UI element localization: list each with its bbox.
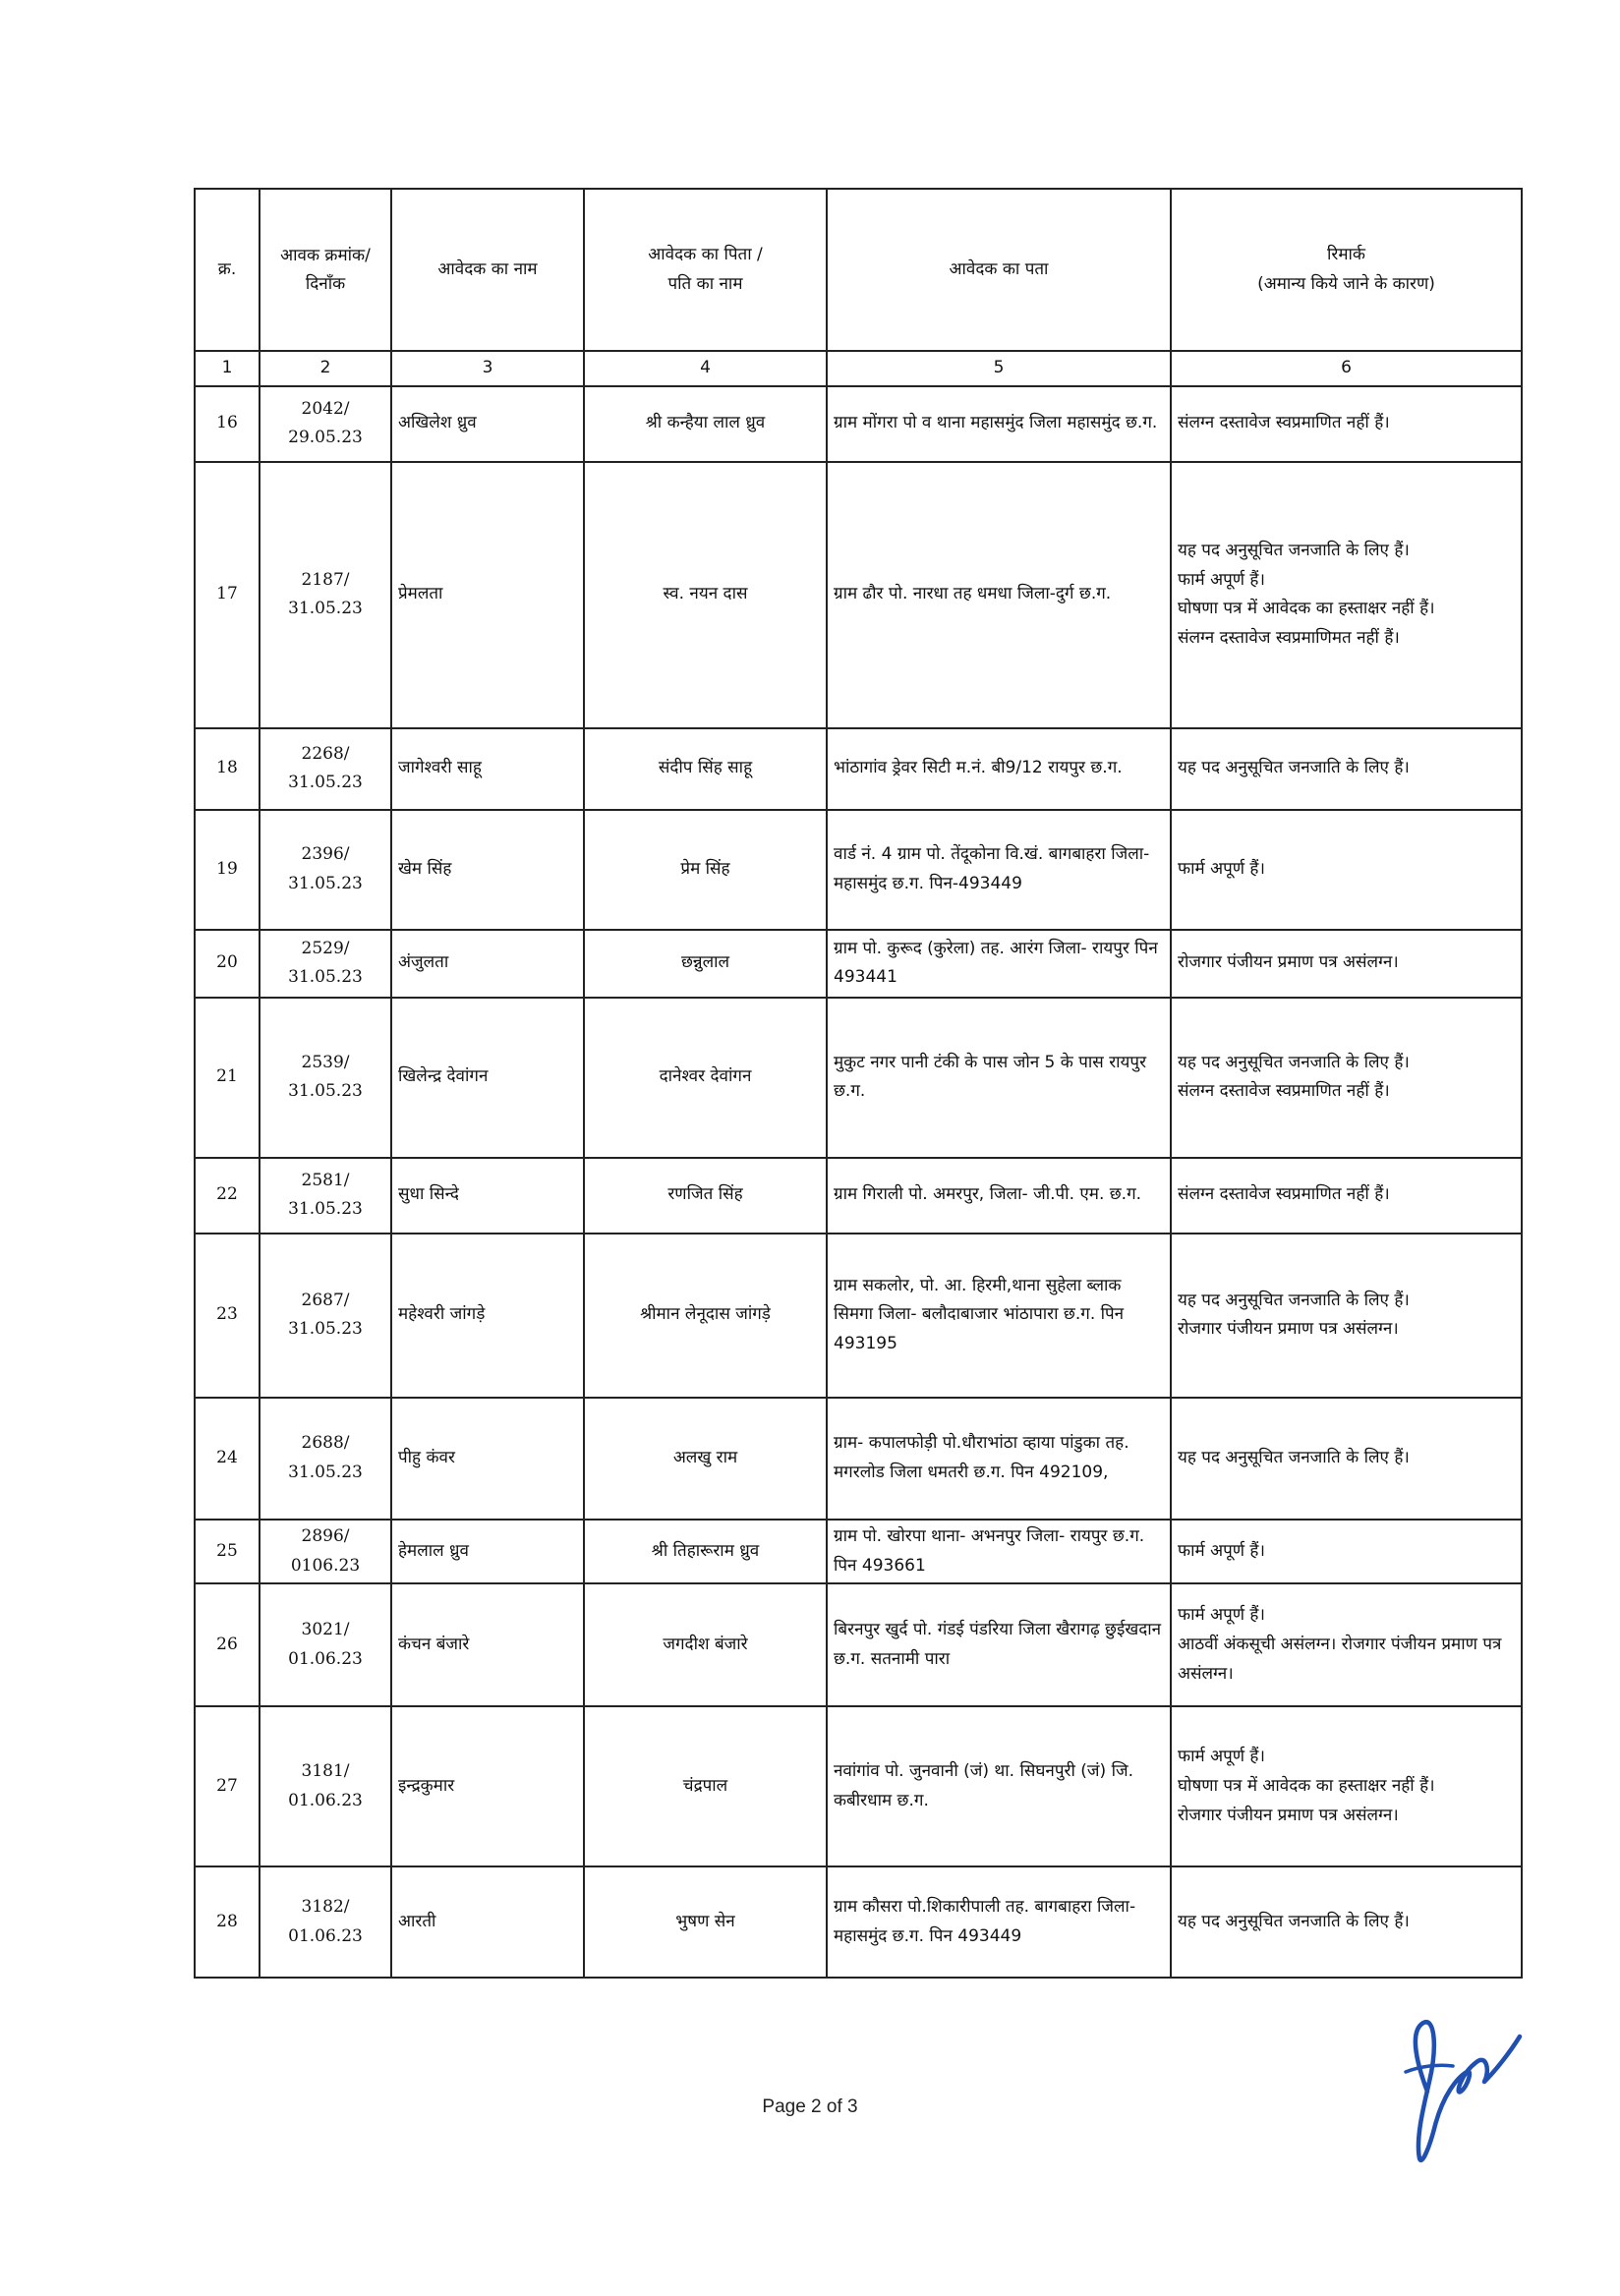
applicant-address: ग्राम पो. कुरूद (कुरेला) तह. आरंग जिला- रायपुर पिन 493441 [834,938,1158,988]
serial-cell [195,1583,260,1706]
header-inward [260,189,391,351]
applicant-name-cell [391,1866,584,1978]
column-number: 4 [584,351,827,386]
table-row [195,998,1522,1158]
table-row [195,386,1522,462]
applicant-name: पीहु कंवर [398,1447,455,1467]
signature-icon [1366,2001,1533,2168]
remarks-cell [1171,930,1522,998]
table-row [195,1866,1522,1978]
serial-number: 24 [216,1447,238,1467]
serial-number: 22 [216,1184,238,1205]
serial-number: 28 [216,1911,238,1931]
inward-number: 2268/ [301,743,350,764]
serial-number: 18 [216,758,238,778]
inward-date: 31.05.23 [288,773,363,793]
header-remark [1171,189,1522,351]
applicant-name: आरती [398,1911,436,1931]
applicant-name: अखिलेश ध्रुव [398,413,477,433]
remarks-cell [1171,386,1522,462]
father-name: रणजित सिंह [667,1184,743,1205]
header-name: आवेदक का नाम [391,189,584,351]
inward-cell [260,1520,391,1584]
father-name-cell [584,998,827,1158]
inward-cell [260,1234,391,1398]
remarks-cell [1171,462,1522,728]
applicant-address: ग्राम कौसरा पो.शिकारीपाली तह. बागबाहरा जिला- महासमुंद छ.ग. पिन 493449 [834,1897,1136,1946]
inward-date: 0106.23 [290,1555,361,1576]
remark-line: संलग्न दस्तावेज स्वप्रमाणित नहीं हैं। [1178,413,1390,433]
inward-date: 31.05.23 [288,967,363,988]
serial-number: 21 [216,1066,238,1087]
serial-number: 17 [216,584,238,604]
remark-line: रोजगार पंजीयन प्रमाण पत्र असंलग्न। [1178,952,1399,973]
remarks-cell [1171,1583,1522,1706]
applicant-name-cell [391,1520,584,1584]
inward-cell [260,1398,391,1520]
table-row [195,1706,1522,1866]
table-row [195,1520,1522,1584]
address-cell [827,998,1171,1158]
father-name: चंद्रपाल [682,1775,728,1796]
remark-line: यह पद अनुसूचित जनजाति के लिए हैं। [1178,1447,1410,1467]
inward-number: 2042/ [301,398,350,419]
address-cell [827,1158,1171,1234]
serial-cell [195,1158,260,1234]
inward-number: 2396/ [301,844,350,864]
serial-cell [195,728,260,810]
inward-number: 3182/ [301,1897,350,1917]
column-number: 3 [391,351,584,386]
remarks-cell [1171,1234,1522,1398]
applicant-name-cell [391,1398,584,1520]
column-number: 2 [260,351,391,386]
remark-line: फार्म अपूर्ण हैं। [1178,569,1265,590]
serial-cell [195,462,260,728]
applicant-name-cell [391,728,584,810]
inward-cell [260,1866,391,1978]
remark-line: फार्म अपूर्ण हैं। [1178,1540,1265,1561]
address-cell [827,728,1171,810]
remarks-cell [1171,810,1522,930]
address-cell [827,1398,1171,1520]
remark-line: यह पद अनुसूचित जनजाति के लिए हैं। [1178,758,1410,778]
inward-number: 2688/ [301,1433,350,1453]
father-name-cell [584,1706,827,1866]
serial-cell [195,1234,260,1398]
father-name-cell [584,930,827,998]
header-inward-line1: आवक क्रमांक/ [280,245,371,265]
inward-date: 01.06.23 [288,1790,363,1810]
header-father-line2: पति का नाम [667,273,743,294]
address-cell [827,1234,1171,1398]
father-name-cell [584,462,827,728]
inward-date: 31.05.23 [288,1199,363,1220]
serial-cell [195,1866,260,1978]
table-row [195,462,1522,728]
serial-cell [195,386,260,462]
applicant-address: भांठागांव ड्रेवर सिटी म.नं. बी9/12 रायपुर छ.ग. [834,758,1123,778]
column-number: 5 [827,351,1171,386]
applicant-name: अंजुलता [398,952,449,973]
serial-cell [195,930,260,998]
header-row [195,189,1522,351]
remarks-cell [1171,1520,1522,1584]
father-name-cell [584,386,827,462]
remarks-cell [1171,1398,1522,1520]
header-address: आवेदक का पता [827,189,1171,351]
remark-line: रोजगार पंजीयन प्रमाण पत्र असंलग्न। [1178,1319,1399,1340]
column-number: 6 [1171,351,1522,386]
applicant-name-cell [391,1583,584,1706]
applicant-address: ग्राम ढौर पो. नारधा तह धमधा जिला-दुर्ग छ.ग. [834,584,1112,604]
father-name: श्रीमान लेनूदास जांगड़े [640,1304,771,1325]
table-row [195,930,1522,998]
inward-number: 2187/ [301,569,350,590]
address-cell [827,1520,1171,1584]
father-name: दानेश्वर देवांगन [659,1066,752,1087]
father-name: जगदीश बंजारे [663,1634,748,1654]
applicant-name-cell [391,462,584,728]
remark-line: यह पद अनुसूचित जनजाति के लिए हैं। [1178,1290,1410,1310]
father-name-cell [584,1583,827,1706]
inward-cell [260,810,391,930]
remark-line: संलग्न दस्तावेज स्वप्रमाणित नहीं हैं। [1178,1184,1390,1205]
remark-line: रोजगार पंजीयन प्रमाण पत्र असंलग्न। [1178,1805,1399,1825]
father-name: श्री तिहारूराम ध्रुव [651,1540,760,1561]
father-name: अलखु राम [672,1447,738,1467]
father-name: छन्नुलाल [680,952,730,973]
father-name-cell [584,1234,827,1398]
applicant-name-cell [391,386,584,462]
inward-date: 31.05.23 [288,1462,363,1482]
inward-cell [260,930,391,998]
applicant-address: नवांगांव पो. जुनवानी (जं) था. सिघनपुरी (जं) जि. कबीरधाम छ.ग. [834,1761,1133,1810]
header-remark-line2: (अमान्य किये जाने के कारण) [1257,273,1435,294]
father-name-cell [584,728,827,810]
remark-line: यह पद अनुसूचित जनजाति के लिए हैं। [1178,1911,1410,1931]
remark-line: संलग्न दस्तावेज स्वप्रमाणित नहीं हैं। [1178,1081,1390,1102]
address-cell [827,810,1171,930]
header-serial: क्र. [195,189,260,351]
remark-line: संलग्न दस्तावेज स्वप्रमाणिमत नहीं हैं। [1178,628,1400,648]
table-row [195,728,1522,810]
remark-line: फार्म अपूर्ण हैं। [1178,1605,1265,1626]
table-row [195,1234,1522,1398]
inward-cell [260,1583,391,1706]
inward-date: 31.05.23 [288,1319,363,1340]
serial-cell [195,1706,260,1866]
address-cell [827,1866,1171,1978]
applicant-address: ग्राम पो. खोरपा थाना- अभनपुर जिला- रायपुर छ.ग. पिन 493661 [834,1525,1145,1576]
table-row [195,1398,1522,1520]
serial-number: 27 [216,1775,238,1796]
applicant-address: ग्राम मोंगरा पो व थाना महासमुंद जिला महासमुंद छ.ग. [834,413,1158,433]
serial-number: 25 [216,1540,238,1561]
inward-cell [260,998,391,1158]
applicant-name: कंचन बंजारे [398,1634,470,1654]
father-name-cell [584,1398,827,1520]
inward-number: 2529/ [301,938,350,958]
column-number-row [195,351,1522,386]
applicant-address: ग्राम गिराली पो. अमरपुर, जिला- जी.पी. एम. छ.ग. [834,1184,1142,1205]
applicant-name-cell [391,1158,584,1234]
header-remark-line1: रिमार्क [1327,244,1365,264]
table-row [195,1158,1522,1234]
inward-number: 3021/ [301,1620,350,1639]
applicant-address: बिरनपुर खुर्द पो. गंडई पंडरिया जिला खैरागढ़ छुईखदान छ.ग. सतनामी पारा [834,1620,1162,1669]
applicant-name: प्रेमलता [398,584,443,604]
remarks-cell [1171,1158,1522,1234]
applicant-address: वार्ड नं. 4 ग्राम पो. तेंदूकोना वि.खं. बागबाहरा जिला-महासमुंद छ.ग. पिन-493449 [834,844,1150,893]
remark-line: घोषणा पत्र में आवेदक का हस्ताक्षर नहीं हैं। [1178,599,1435,619]
header-father [584,189,827,351]
inward-cell [260,462,391,728]
father-name-cell [584,1158,827,1234]
father-name-cell [584,1520,827,1584]
header-father-line1: आवेदक का पिता / [648,244,763,264]
serial-cell [195,810,260,930]
applicant-name-cell [391,930,584,998]
address-cell [827,386,1171,462]
remark-line: यह पद अनुसूचित जनजाति के लिए हैं। [1178,1052,1410,1072]
father-name: भुषण सेन [675,1911,735,1931]
serial-cell [195,998,260,1158]
serial-number: 16 [216,413,238,433]
father-name: श्री कन्हैया लाल ध्रुव [645,413,766,433]
inward-date: 31.05.23 [288,873,363,893]
header-inward-line2: दिनाँक [305,273,346,294]
inward-date: 01.06.23 [288,1648,363,1669]
applicant-name: महेश्वरी जांगड़े [398,1304,486,1325]
serial-number: 23 [216,1304,238,1325]
applicant-table [194,188,1523,1979]
inward-date: 31.05.23 [288,599,363,619]
applicant-name: हेमलाल ध्रुव [398,1540,469,1561]
applicant-name-cell [391,810,584,930]
remarks-cell [1171,1706,1522,1866]
applicant-name: जागेश्वरी साहू [398,758,482,778]
inward-cell [260,1158,391,1234]
remark-line: फार्म अपूर्ण हैं। [1178,1747,1265,1767]
father-name: स्व. नयन दास [663,584,748,604]
applicant-address: ग्राम सकलोर, पो. आ. हिरमी,थाना सुहेला ब्लाक सिमगा जिला- बलौदाबाजार भांठापारा छ.ग. पिन 493195 [834,1275,1125,1354]
table-row [195,810,1522,930]
serial-cell [195,1398,260,1520]
serial-cell [195,1520,260,1584]
address-cell [827,462,1171,728]
inward-number: 3181/ [301,1761,350,1781]
remark-line: फार्म अपूर्ण हैं। [1178,858,1265,879]
applicant-name-cell [391,1706,584,1866]
remarks-cell [1171,1866,1522,1978]
inward-cell [260,1706,391,1866]
father-name: प्रेम सिंह [680,858,730,879]
applicant-name: इन्द्रकुमार [398,1775,455,1796]
applicant-name: खेम सिंह [398,858,452,879]
applicant-name: खिलेन्द्र देवांगन [398,1066,489,1087]
father-name-cell [584,1866,827,1978]
applicant-name: सुधा सिन्दे [398,1184,459,1205]
serial-number: 20 [216,952,238,973]
inward-cell [260,386,391,462]
applicant-address: मुकुट नगर पानी टंकी के पास जोन 5 के पास रायपुर छ.ग. [834,1052,1147,1102]
applicant-address: ग्राम- कपालफोड़ी पो.धौराभांठा व्हाया पांडुका तह. मगरलोड जिला धमतरी छ.ग. पिन 492109, [834,1433,1129,1482]
remarks-cell [1171,998,1522,1158]
serial-number: 19 [216,858,238,879]
inward-date: 29.05.23 [288,428,363,448]
inward-number: 2896/ [301,1525,350,1546]
father-name: संदीप सिंह साहू [658,758,753,778]
column-number: 1 [195,351,260,386]
address-cell [827,1583,1171,1706]
applicant-name-cell [391,1234,584,1398]
address-cell [827,930,1171,998]
remark-line: घोषणा पत्र में आवेदक का हस्ताक्षर नहीं हैं। [1178,1775,1435,1796]
inward-date: 01.06.23 [288,1925,363,1946]
serial-number: 26 [216,1634,238,1654]
applicant-name-cell [391,998,584,1158]
table-row [195,1583,1522,1706]
remarks-cell [1171,728,1522,810]
inward-number: 2687/ [301,1290,350,1310]
page-number: Page 2 of 3 [762,2096,858,2117]
father-name-cell [584,810,827,930]
address-cell [827,1706,1171,1866]
inward-number: 2539/ [301,1052,350,1072]
remark-line: आठवीं अंकसूची असंलग्न। रोजगार पंजीयन प्रमाण पत्र असंलग्न। [1178,1634,1502,1684]
remark-line: यह पद अनुसूचित जनजाति के लिए हैं। [1178,540,1410,560]
inward-date: 31.05.23 [288,1081,363,1102]
inward-cell [260,728,391,810]
inward-number: 2581/ [301,1170,350,1190]
